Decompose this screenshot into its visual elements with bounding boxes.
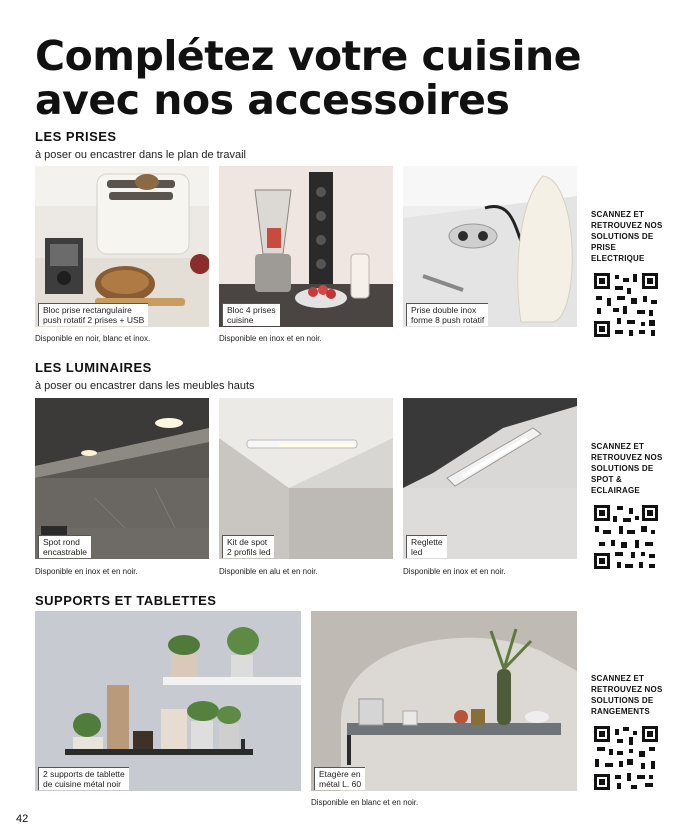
page-title-line2: avec nos accessoires	[35, 76, 510, 124]
caption-line2: forme 8 push rotatif	[411, 314, 485, 325]
section-title-luminaires: LES LUMINAIRES	[35, 360, 152, 375]
section-subtitle-luminaires: à poser ou encastrer dans les meubles hauts	[35, 380, 255, 392]
caption-line2: métal L. 60	[319, 778, 362, 789]
qr-code-icon[interactable]	[591, 723, 661, 793]
caption-bloc-4-prises	[222, 303, 280, 326]
caption-spot-rond	[38, 535, 91, 558]
qr-block-prises	[591, 209, 671, 340]
caption-line1: Prise double inox	[411, 305, 477, 315]
caption-line1: Kit de spot	[227, 537, 268, 547]
caption-line2: push rotatif 2 prises + USB	[43, 314, 145, 325]
availability-kit-de-spot: Disponible en alu et en noir.	[219, 567, 318, 576]
caption-line1: Spot rond	[43, 537, 80, 547]
section-title-supports: SUPPORTS ET TABLETTES	[35, 593, 217, 608]
page-number: 42	[16, 813, 29, 825]
caption-line1: Bloc 4 prises	[227, 305, 276, 315]
availability-reglette-led: Disponible en inox et en noir.	[403, 567, 506, 576]
caption-line2: encastrable	[43, 546, 87, 557]
qr-block-luminaires	[591, 441, 671, 572]
qr-label-luminaires: SCANNEZ ET RETROUVEZ NOS SOLUTIONS DE SPOT & ECLAIRAGE	[591, 442, 663, 495]
caption-supports-tablette	[38, 767, 129, 790]
page-title	[35, 34, 581, 122]
caption-prise-double-inox	[406, 303, 488, 326]
qr-label-prises: SCANNEZ ET RETROUVEZ NOS SOLUTIONS DE PRISE ELECTRIQUE	[591, 210, 663, 263]
section-title-prises: LES PRISES	[35, 129, 117, 144]
qr-label-supports: SCANNEZ ET RETROUVEZ NOS SOLUTIONS DE RANGEMENTS	[591, 674, 663, 716]
section-subtitle-prises: à poser ou encastrer dans le plan de travail	[35, 149, 246, 161]
caption-etagere-metal	[314, 767, 365, 790]
caption-line1: Etagère en	[319, 769, 361, 779]
caption-line1: 2 supports de tablette	[43, 769, 125, 779]
product-photo-reglette-led[interactable]	[403, 398, 577, 559]
product-photo-bloc-prise-rectangulaire[interactable]	[35, 166, 209, 327]
caption-kit-de-spot	[222, 535, 274, 558]
caption-line1: Reglette	[411, 537, 443, 547]
caption-reglette-led	[406, 535, 447, 558]
product-photo-prise-double-inox[interactable]	[403, 166, 577, 327]
qr-block-supports	[591, 673, 671, 793]
product-photo-kit-de-spot[interactable]	[219, 398, 393, 559]
page-title-line1: Complétez votre cuisine	[35, 32, 582, 80]
caption-bloc-prise-rectangulaire	[38, 303, 148, 326]
supports-tablette-illustration	[35, 611, 301, 791]
availability-etagere-metal: Disponible en blanc et en noir.	[311, 798, 419, 807]
caption-line2: led	[411, 546, 423, 557]
availability-spot-rond: Disponible en inox et en noir.	[35, 567, 138, 576]
product-photo-bloc-4-prises[interactable]	[219, 166, 393, 327]
caption-line2: cuisine	[227, 314, 254, 325]
product-photo-supports-tablette[interactable]	[35, 611, 301, 791]
product-photo-spot-rond[interactable]	[35, 398, 209, 559]
etagere-metal-illustration	[311, 611, 577, 791]
availability-bloc-4-prises: Disponible en inox et en noir.	[219, 334, 322, 343]
qr-code-icon[interactable]	[591, 502, 661, 572]
caption-line2: de cuisine métal noir	[43, 778, 121, 789]
caption-line2: 2 profils led	[227, 546, 271, 557]
availability-bloc-prise-rectangulaire: Disponible en noir, blanc et inox.	[35, 334, 151, 343]
qr-code-icon[interactable]	[591, 270, 661, 340]
product-photo-etagere-metal[interactable]	[311, 611, 577, 791]
caption-line1: Bloc prise rectangulaire	[43, 305, 132, 315]
